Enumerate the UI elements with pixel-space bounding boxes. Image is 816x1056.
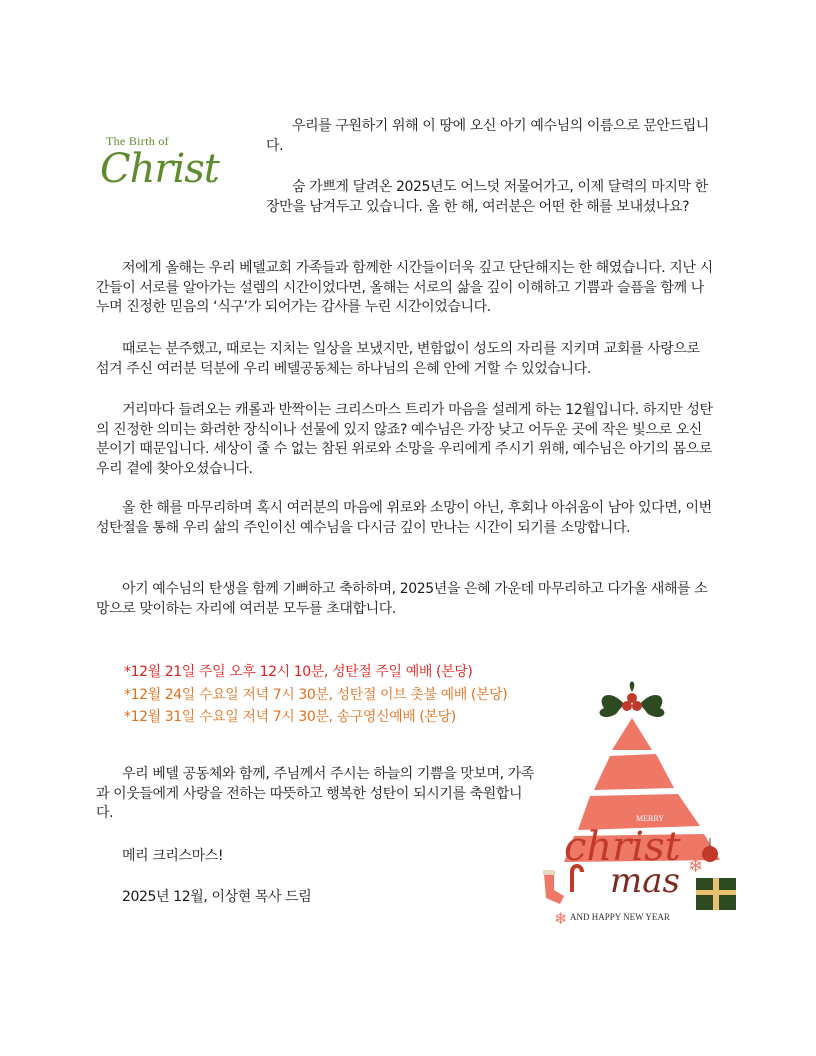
service-line-1: *12월 21일 주일 오후 12시 10분, 성탄절 주일 예배 (본당) xyxy=(124,664,473,680)
body-paragraph-1: 저에게 올해는 우리 베델교회 가족들과 함께한 시간들이더욱 깊고 단단해지는 한 해였습니다. 지난 시간들이 서로를 알아가는 설렘의 시간이었다면, 올해는 서로의 삶을 깊이 이해하고 기쁨과 슬픔을 함께 나누며 진정한 믿음의 ‘식구’가 되어가는 감사를 누린 시간이었습니다. xyxy=(96,260,713,315)
holly-icon xyxy=(600,682,665,718)
logo-top-text: The Birth of xyxy=(106,134,169,148)
body-paragraph-5: 아기 예수님의 탄생을 함께 기뻐하고 축하하며, 2025년을 은혜 가운데 마무리하고 다가올 새해를 소망으로 맞이하는 자리에 여러분 모두를 초대합니다. xyxy=(96,581,708,617)
snowflake-icon: ❄ xyxy=(554,909,568,928)
logo-christ-script: Christ xyxy=(100,146,219,192)
greeting-paragraph: 우리를 구원하기 위해 이 땅에 오신 아기 예수님의 이름으로 문안드립니다. xyxy=(266,118,710,154)
service-line-3: *12월 31일 수요일 저녁 7시 30분, 송구영신예배 (본당) xyxy=(124,709,456,725)
birth-of-christ-logo xyxy=(100,128,256,210)
service-line-2: *12월 24일 수요일 저녁 7시 30분, 성탄절 이브 촛불 예배 (본당) xyxy=(124,687,508,703)
intro-paragraph: 숨 가쁘게 달려온 2025년도 어느덧 저물어가고, 이제 달력의 마지막 한 장만을 남겨두고 있습니다. 올 한 해, 여러분은 어떤 한 해를 보내셨나요? xyxy=(266,179,708,215)
gift-box-icon xyxy=(696,878,736,910)
body-paragraph-4: 올 한 해를 마무리하며 혹시 여러분의 마음에 위로와 소망이 아닌, 후회나 아쉬움이 남아 있다면, 이번 성탄절을 통해 우리 삶의 주인이신 예수님을 다시금 깊이 만나는 시간이 되기를 소망합니다. xyxy=(96,500,712,536)
signature-line: 2025년 12월, 이상현 목사 드림 xyxy=(122,889,312,905)
card-christ-script: christ xyxy=(564,824,681,870)
snowflake-icon: ❄ xyxy=(688,856,704,877)
christmas-tree-illustration xyxy=(524,678,740,928)
card-mas-script: mas xyxy=(610,861,680,901)
card-merry-text: MERRY xyxy=(636,814,665,823)
body-paragraph-2: 때로는 분주했고, 때로는 지치는 일상을 보냈지만, 변함없이 성도의 자리를 지키며 교회를 사랑으로 섬겨 주신 여러분 덕분에 우리 베델공동체는 하나님의 은혜 안에 거할 수 있었습니다. xyxy=(96,341,700,377)
card-happy-new-year-text: AND HAPPY NEW YEAR xyxy=(570,912,670,922)
stocking-icon xyxy=(543,870,564,904)
merry-christmas-line: 메리 크리스마스! xyxy=(122,848,224,864)
body-paragraph-3: 거리마다 들려오는 캐롤과 반짝이는 크리스마스 트리가 마음을 설레게 하는 12월입니다. 하지만 성탄의 진정한 의미는 화려한 장식이나 선물에 있지 않죠? 예수님은 가장 낮고 어두운 곳에 작은 빛으로 오신 분이기 때문입니다. 세상이 줄 수 없는 참된 위로와 소망을 우리에게 주시기 위해, 예수님은 아기의 몸으로 우리 곁에 찾아오셨습니다. xyxy=(96,402,713,477)
closing-paragraph: 우리 베델 공동체와 함께, 주님께서 주시는 하늘의 기쁨을 맛보며, 가족과 이웃들에게 사랑을 전하는 따뜻하고 행복한 성탄이 되시기를 축원합니다. xyxy=(96,766,535,821)
